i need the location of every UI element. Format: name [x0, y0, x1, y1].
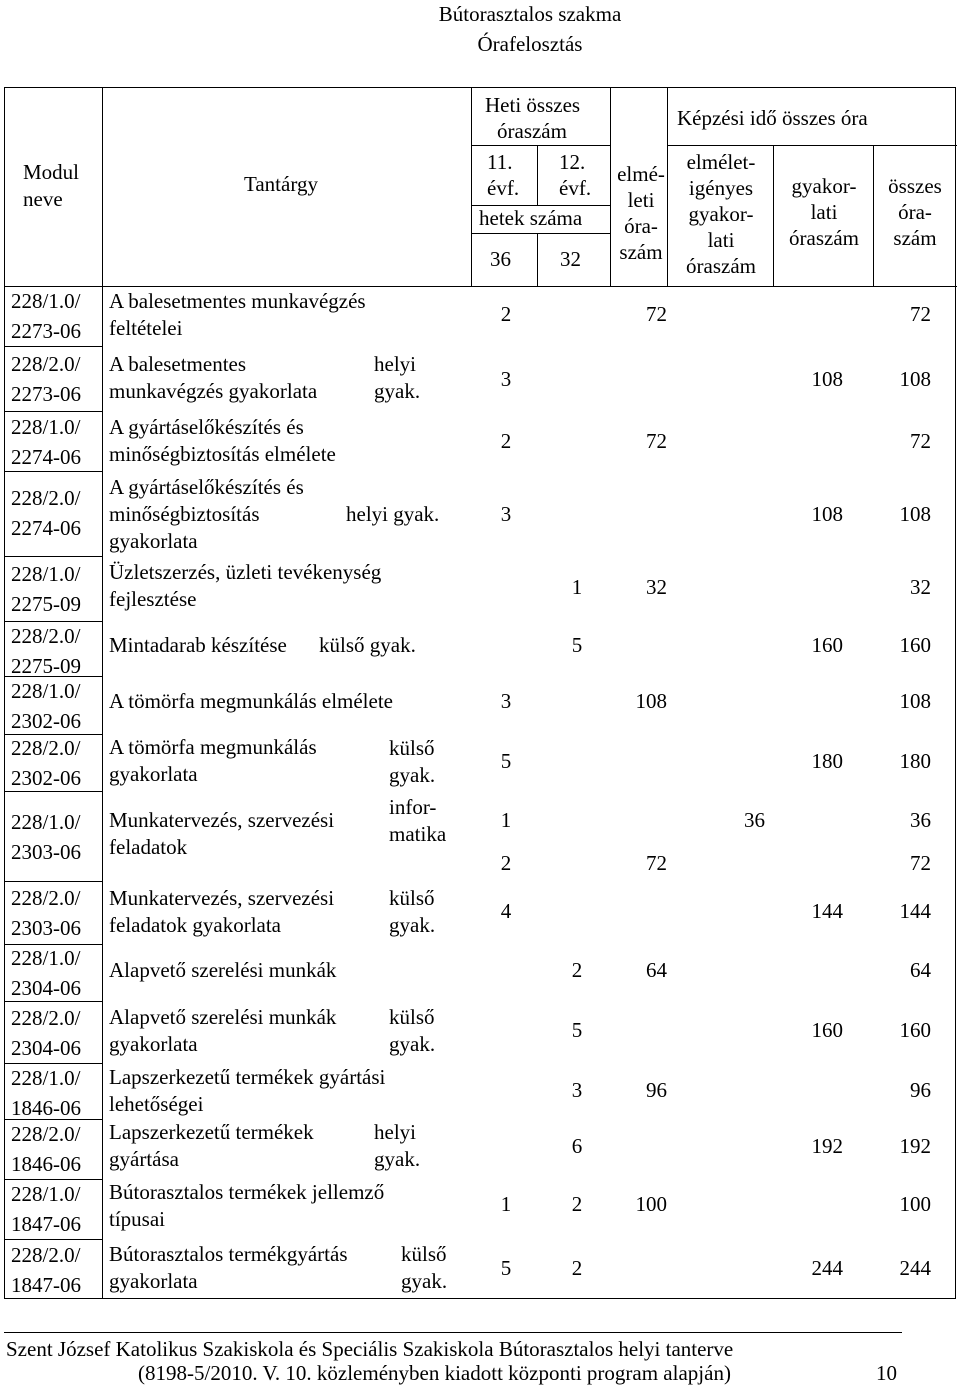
table-row-ossz: 72	[910, 429, 931, 453]
header-osszes: szám	[893, 226, 937, 250]
header-bottom-line	[5, 286, 957, 287]
header-osszes: összes	[888, 174, 942, 198]
table-row-v12: 5	[571, 1018, 583, 1042]
header-elmeletigenyes: elmélet-	[686, 150, 756, 174]
row-line	[5, 411, 102, 412]
table-row-type: külső	[389, 886, 435, 910]
table-row-subject: feladatok gyakorlata	[109, 913, 281, 937]
table-row-elm: 72	[646, 429, 667, 453]
header-modul: neve	[23, 187, 63, 211]
table-row-subject: minőségbiztosítás elmélete	[109, 442, 336, 466]
table-row-subject: A tömörfa megmunkálás	[109, 735, 317, 759]
header-elmeletigenyes: gyakor-	[688, 202, 754, 226]
table-row-ossz: 72	[910, 851, 931, 875]
table-row-ossz: 108	[899, 689, 931, 713]
table-row-type: gyak.	[389, 1032, 436, 1056]
header-gyakorlati: gyakor-	[791, 174, 857, 198]
header-elmeletigenyes: lati	[707, 228, 735, 252]
table-row-v11: 2	[500, 851, 512, 875]
table-row-type: matika	[389, 822, 447, 846]
table-row-modul: 228/2.0/	[11, 486, 81, 510]
header-elmeleti: szám	[619, 240, 663, 264]
table-row-subject: gyakorlata	[109, 1032, 198, 1056]
row-line	[5, 1001, 102, 1002]
table-row-v11: 3	[500, 689, 512, 713]
table-row-v11: 4	[500, 899, 512, 923]
table-row-modul: 1847-06	[11, 1273, 81, 1297]
table-row-subject: minőségbiztosítás	[109, 502, 260, 526]
header-gyakorlati: lati	[810, 200, 838, 224]
table-row-v12: 5	[571, 633, 583, 657]
table-row-subject: Munkatervezés, szervezési	[109, 886, 335, 910]
table-row-gy: 180	[811, 749, 843, 773]
table-row-subject: Alapvető szerelési munkák	[109, 958, 337, 982]
table-row-ossz: 100	[899, 1192, 931, 1216]
table-row-modul: 1846-06	[11, 1152, 81, 1176]
table-row-type: gyak.	[374, 379, 421, 403]
header-evf12: évf.	[559, 176, 592, 200]
header-elmeleti: óra-	[624, 214, 658, 238]
table-row-v11: 2	[500, 429, 512, 453]
osszes-left-line	[873, 145, 874, 286]
table-row-modul: 2304-06	[11, 1036, 81, 1060]
table-row-ossz: 108	[899, 367, 931, 391]
table-row-subject: Lapszerkezetű termékek gyártási	[109, 1065, 386, 1089]
table-row-v11: 1	[500, 1192, 512, 1216]
table-row-ossz: 160	[899, 1018, 931, 1042]
gyakorlati-left-line	[773, 145, 774, 286]
page-subtitle: Órafelosztás	[477, 32, 583, 56]
header-hetek-11: 36	[490, 247, 511, 271]
table-row-gy: 244	[811, 1256, 843, 1280]
table-row-v11: 3	[500, 502, 512, 526]
header-kepzesi: Képzési idő összes óra	[677, 106, 868, 130]
table-row-v12: 6	[571, 1134, 583, 1158]
table-row-modul: 228/2.0/	[11, 736, 81, 760]
table-row-ossz: 72	[910, 302, 931, 326]
header-evf11: 11.	[487, 150, 513, 174]
table-row-v11: 2	[500, 302, 512, 326]
table-row-ei: 36	[744, 808, 765, 832]
row-line	[5, 556, 102, 557]
table-row-type: külső	[389, 736, 435, 760]
table-row-modul: 2302-06	[11, 766, 81, 790]
table-row-modul: 2275-09	[11, 592, 81, 616]
elmeleti-left-line	[610, 88, 611, 286]
modul-column-line	[102, 88, 103, 1299]
table-row-ossz: 64	[910, 958, 931, 982]
table-row-modul: 228/1.0/	[11, 289, 81, 313]
table-row-subject: Bútorasztalos termékek jellemző	[109, 1180, 385, 1204]
table-row-type: gyak.	[401, 1269, 448, 1293]
schedule-table	[4, 87, 956, 1299]
footer-page-number: 10	[876, 1361, 897, 1385]
table-row-gy: 108	[811, 502, 843, 526]
table-row-subject: gyakorlata	[109, 1269, 198, 1293]
table-row-type: gyak.	[389, 913, 436, 937]
table-row-subject: Munkatervezés, szervezési	[109, 808, 335, 832]
table-row-subject: A balesetmentes	[109, 352, 247, 376]
table-row-subject: fejlesztése	[109, 587, 197, 611]
table-row-gy: 160	[811, 1018, 843, 1042]
header-evf11: évf.	[487, 176, 520, 200]
row-line	[5, 1063, 102, 1064]
table-row-subject: típusai	[109, 1207, 165, 1231]
table-row-type: infor-	[389, 795, 437, 819]
table-row-modul: 228/2.0/	[11, 1243, 81, 1267]
table-row-subject: A gyártáselőkészítés és	[109, 475, 304, 499]
table-row-modul: 228/2.0/	[11, 624, 81, 648]
table-row-modul: 228/2.0/	[11, 886, 81, 910]
table-row-type: külső gyak.	[319, 633, 416, 657]
table-row-type: gyak.	[389, 763, 436, 787]
table-row-ossz: 36	[910, 808, 931, 832]
table-row-modul: 228/1.0/	[11, 562, 81, 586]
table-row-type: gyak.	[374, 1147, 421, 1171]
table-row-elm: 96	[646, 1078, 667, 1102]
table-row-modul: 2304-06	[11, 976, 81, 1000]
row-line	[5, 471, 102, 472]
footer-source: (8198-5/2010. V. 10. közleményben kiadott központi program alapján)	[138, 1361, 731, 1385]
table-row-modul: 228/1.0/	[11, 810, 81, 834]
table-row-elm: 72	[646, 302, 667, 326]
table-row-subject: A gyártáselőkészítés és	[109, 415, 304, 439]
table-row-subject: Üzletszerzés, üzleti tevékenység	[109, 560, 382, 584]
table-row-modul: 2274-06	[11, 445, 81, 469]
table-row-v12: 2	[571, 1192, 583, 1216]
table-row-elm: 108	[635, 689, 667, 713]
table-row-elm: 100	[635, 1192, 667, 1216]
header-elmeleti: leti	[627, 188, 655, 212]
footer-school: Szent József Katolikus Szakiskola és Speciális Szakiskola Bútorasztalos helyi tanterve	[6, 1337, 734, 1361]
table-row-modul: 2273-06	[11, 382, 81, 406]
table-row-modul: 2302-06	[11, 709, 81, 733]
table-row-gy: 144	[811, 899, 843, 923]
header-evf12: 12.	[559, 150, 586, 174]
table-row-ossz: 192	[899, 1134, 931, 1158]
table-row-ossz: 108	[899, 502, 931, 526]
table-row-v11: 5	[500, 1256, 512, 1280]
header-elmeletigenyes: igényes	[688, 176, 754, 200]
table-row-subject: gyakorlata	[109, 762, 198, 786]
row-line	[5, 676, 102, 677]
heti-left-line	[471, 88, 472, 286]
hetek-bottom-line	[471, 233, 610, 234]
table-row-modul: 2275-09	[11, 654, 81, 678]
table-row-type: külső	[389, 1005, 435, 1029]
table-row-subject: Lapszerkezetű termékek	[109, 1120, 314, 1144]
row-line	[5, 881, 102, 882]
table-row-subject: Mintadarab készítése	[109, 633, 287, 657]
table-row-v11: 1	[500, 808, 512, 832]
table-row-subject: gyártása	[109, 1147, 179, 1171]
table-row-subject: Bútorasztalos termékgyártás	[109, 1242, 348, 1266]
table-row-ossz: 144	[899, 899, 931, 923]
table-row-modul: 228/1.0/	[11, 1182, 81, 1206]
table-row-modul: 2303-06	[11, 916, 81, 940]
evf-divider-line	[537, 145, 538, 205]
header-hetek-12: 32	[560, 247, 581, 271]
table-row-ossz: 32	[910, 575, 931, 599]
table-row-modul: 1847-06	[11, 1212, 81, 1236]
table-row-subject: munkavégzés gyakorlata	[109, 379, 318, 403]
table-row-modul: 228/1.0/	[11, 946, 81, 970]
table-row-modul: 2273-06	[11, 319, 81, 343]
table-row-modul: 228/1.0/	[11, 679, 81, 703]
row-line	[5, 621, 102, 622]
table-row-v12: 2	[571, 958, 583, 982]
table-row-v12: 1	[571, 575, 583, 599]
table-row-type: helyi	[374, 352, 416, 376]
page-title: Bútorasztalos szakma	[438, 2, 622, 26]
footer-divider	[4, 1332, 902, 1333]
table-row-ossz: 96	[910, 1078, 931, 1102]
table-row-subject: feltételei	[109, 316, 183, 340]
table-row-v11: 5	[500, 749, 512, 773]
kepzesi-title-line	[667, 145, 957, 146]
table-row-modul: 228/2.0/	[11, 352, 81, 376]
table-row-modul: 228/2.0/	[11, 1122, 81, 1146]
header-hetek: hetek száma	[479, 206, 583, 230]
header-heti: Heti összes	[485, 93, 581, 117]
table-row-subject: Alapvető szerelési munkák	[109, 1005, 337, 1029]
table-row-gy: 160	[811, 633, 843, 657]
table-row-ossz: 160	[899, 633, 931, 657]
table-row-v12: 2	[571, 1256, 583, 1280]
table-row-v11: 3	[500, 367, 512, 391]
hetek-divider-line	[537, 233, 538, 286]
table-row-gy: 108	[811, 367, 843, 391]
header-heti: óraszám	[497, 119, 567, 143]
table-row-elm: 72	[646, 851, 667, 875]
row-line	[5, 791, 102, 792]
kepzesi-left-line	[667, 88, 668, 286]
table-row-ossz: 244	[899, 1256, 931, 1280]
header-gyakorlati: óraszám	[789, 226, 859, 250]
header-osszes: óra-	[898, 200, 932, 224]
table-row-type: külső	[401, 1242, 447, 1266]
row-line	[5, 1119, 102, 1120]
row-line	[5, 1239, 102, 1240]
table-row-type: helyi	[374, 1120, 416, 1144]
table-row-modul: 2303-06	[11, 840, 81, 864]
table-row-subject: A tömörfa megmunkálás elmélete	[109, 689, 393, 713]
header-elmeletigenyes: óraszám	[686, 254, 756, 278]
row-line	[5, 346, 102, 347]
table-row-modul: 228/1.0/	[11, 1066, 81, 1090]
table-row-modul: 228/2.0/	[11, 1006, 81, 1030]
table-row-modul: 1846-06	[11, 1096, 81, 1120]
table-row-subject: lehetőségei	[109, 1092, 204, 1116]
table-row-elm: 64	[646, 958, 667, 982]
table-row-type: helyi gyak.	[346, 502, 440, 526]
row-line	[5, 1179, 102, 1180]
header-elmeleti: elmé-	[617, 162, 665, 186]
table-row-elm: 32	[646, 575, 667, 599]
table-row-subject: A balesetmentes munkavégzés	[109, 289, 366, 313]
table-row-modul: 2274-06	[11, 516, 81, 540]
table-row-gy: 192	[811, 1134, 843, 1158]
heti-title-line	[471, 145, 610, 146]
table-row-ossz: 180	[899, 749, 931, 773]
table-row-subject: feladatok	[109, 835, 188, 859]
table-row-subject: gyakorlata	[109, 529, 198, 553]
table-row-v12: 3	[571, 1078, 583, 1102]
header-tantargy: Tantárgy	[244, 172, 318, 196]
table-row-modul: 228/1.0/	[11, 415, 81, 439]
header-modul: Modul	[23, 160, 80, 184]
